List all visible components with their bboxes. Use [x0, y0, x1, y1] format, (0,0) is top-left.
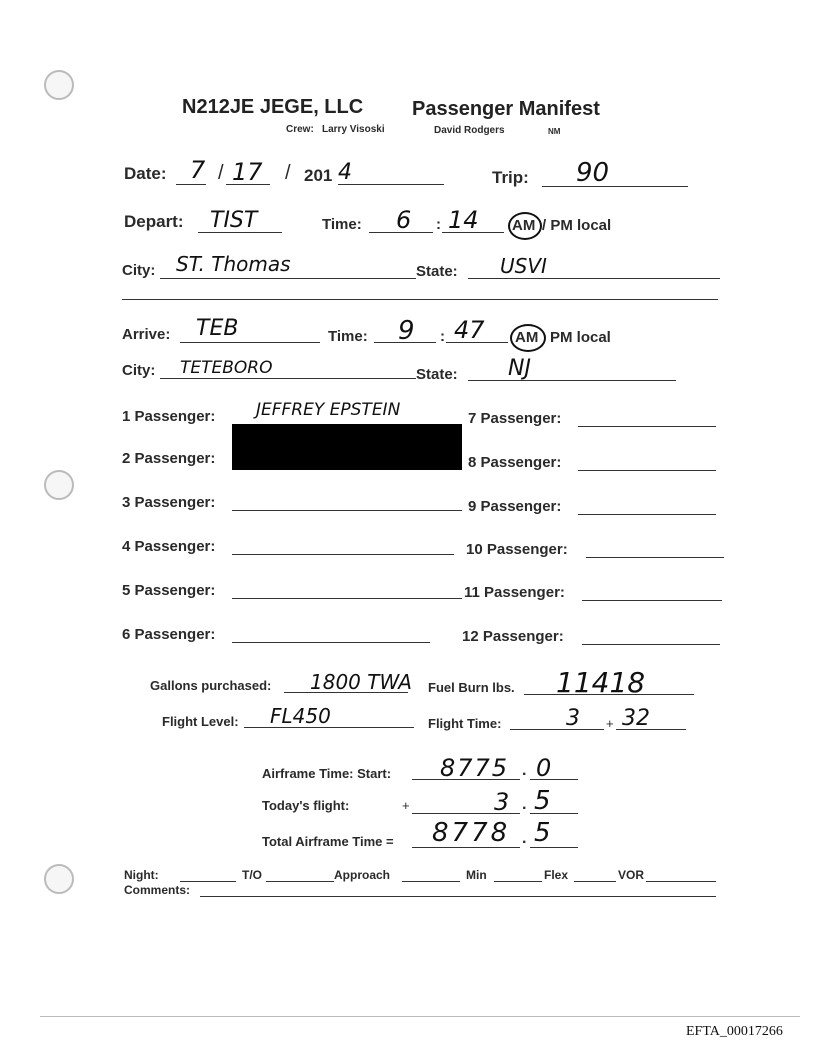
- night-label: Night:: [124, 868, 159, 882]
- passenger-3-line: [232, 510, 462, 511]
- min-label: Min: [466, 868, 487, 882]
- passenger-6-line: [232, 642, 430, 643]
- flight-level-value: FL450: [270, 704, 331, 728]
- comments-label: Comments:: [124, 883, 191, 897]
- passenger-2-redaction: [232, 424, 462, 470]
- date-label: Date:: [124, 164, 167, 183]
- todays-flight-tenth: 5: [534, 786, 551, 816]
- manifest-title: Passenger Manifest: [412, 98, 600, 120]
- night-line: [180, 881, 236, 882]
- passenger-8-line: [578, 470, 716, 471]
- depart-city-label: City:: [122, 262, 156, 279]
- min-line: [494, 881, 542, 882]
- depart-hour: 6: [396, 206, 412, 234]
- binder-hole-bottom: [44, 864, 74, 894]
- date-year-digit: 4: [338, 160, 352, 185]
- flex-label: Flex: [544, 868, 569, 882]
- flight-time-minutes: 32: [622, 706, 650, 731]
- depart-label: Depart:: [124, 212, 184, 231]
- passenger-2-label: 2 Passenger:: [122, 450, 216, 467]
- depart-time-label: Time:: [322, 216, 362, 233]
- passenger-4-label: 4 Passenger:: [122, 538, 216, 555]
- passenger-5-label: 5 Passenger:: [122, 582, 216, 599]
- passenger-12-label: 12 Passenger:: [462, 628, 564, 645]
- passenger-1-label: 1 Passenger:: [122, 408, 216, 425]
- todays-flight-label: Today's flight:: [262, 798, 350, 813]
- total-airframe-whole: 8778: [432, 818, 511, 848]
- passenger-9-line: [578, 514, 716, 515]
- passenger-4-line: [232, 554, 454, 555]
- arrive-line: [180, 342, 320, 343]
- passenger-8-label: 8 Passenger:: [468, 454, 562, 471]
- todays-flight-plus: +: [402, 798, 410, 813]
- crew-member-3: NM: [548, 127, 561, 136]
- arrive-am: AM: [515, 329, 539, 346]
- to-label: T/O: [242, 868, 262, 882]
- arrive-label: Arrive:: [122, 326, 171, 343]
- todays-flight-dot: .: [522, 796, 527, 813]
- passenger-12-line: [582, 644, 720, 645]
- arrive-state: NJ: [508, 356, 531, 381]
- arrive-city-line: [160, 378, 416, 379]
- arrive-pm-local: PM local: [550, 329, 611, 346]
- crew-member-1: Larry Visoski: [322, 124, 385, 135]
- date-year-prefix: 201: [304, 166, 333, 185]
- passenger-7-label: 7 Passenger:: [468, 410, 562, 427]
- to-line: [266, 881, 334, 882]
- passenger-1-name: JEFFREY EPSTEIN: [256, 400, 401, 420]
- total-airframe-dot: .: [522, 830, 527, 847]
- depart-state-line: [468, 278, 720, 279]
- flight-level-label: Flight Level:: [162, 714, 239, 729]
- arrive-minute: 47: [454, 316, 485, 344]
- passenger-6-label: 6 Passenger:: [122, 626, 216, 643]
- passenger-10-line: [586, 557, 724, 558]
- fuel-burn-label: Fuel Burn lbs.: [428, 680, 515, 695]
- date-year-line: [338, 184, 444, 185]
- bates-number: EFTA_00017266: [686, 1024, 783, 1039]
- flight-time-hours-line: [510, 729, 604, 730]
- arrive-state-label: State:: [416, 366, 458, 383]
- depart-airport: TIST: [210, 208, 258, 233]
- depart-minute: 14: [448, 206, 479, 234]
- passenger-3-label: 3 Passenger:: [122, 494, 216, 511]
- passenger-11-label: 11 Passenger:: [464, 584, 565, 601]
- passenger-9-label: 9 Passenger:: [468, 498, 562, 515]
- gallons-value: 1800 TWA: [310, 670, 412, 694]
- trip-line: [542, 186, 688, 187]
- arrive-city: TETEBORO: [180, 358, 273, 378]
- flex-line: [574, 881, 616, 882]
- arrive-state-line: [468, 380, 676, 381]
- airframe-start-label: Airframe Time: Start:: [262, 766, 392, 781]
- arrive-hour: 9: [398, 316, 415, 346]
- crew-member-2: David Rodgers: [434, 125, 505, 136]
- total-airframe-tenth: 5: [534, 818, 551, 848]
- company-title: N212JE JEGE, LLC: [182, 96, 364, 118]
- date-month-line: [176, 184, 206, 185]
- depart-city: ST. Thomas: [176, 252, 291, 276]
- vor-line: [646, 881, 716, 882]
- total-airframe-label: Total Airframe Time =: [262, 834, 394, 849]
- depart-am: AM: [512, 217, 536, 234]
- page-edge-line: [40, 1016, 800, 1017]
- airframe-start-dot: .: [522, 762, 527, 779]
- crew-label: Crew:: [286, 124, 314, 135]
- passenger-10-label: 10 Passenger:: [466, 541, 568, 558]
- date-month: 7: [190, 156, 206, 184]
- comments-line: [200, 896, 716, 897]
- depart-city-line: [160, 278, 416, 279]
- fuel-burn-value: 11418: [556, 666, 646, 699]
- gallons-label: Gallons purchased:: [150, 678, 272, 693]
- passenger-11-line: [582, 600, 722, 601]
- flight-time-hours: 3: [566, 706, 580, 731]
- depart-state-label: State:: [416, 263, 458, 280]
- airframe-start-whole: 8775: [440, 754, 510, 782]
- flight-time-plus: +: [606, 716, 614, 731]
- depart-pm-local: / PM local: [542, 217, 612, 234]
- binder-hole-top: [44, 70, 74, 100]
- approach-label: Approach: [334, 868, 391, 882]
- vor-label: VOR: [618, 868, 645, 882]
- flight-time-label: Flight Time:: [428, 716, 502, 731]
- arrive-city-label: City:: [122, 362, 156, 379]
- trip-label: Trip:: [492, 168, 529, 187]
- depart-extra-line: [122, 299, 718, 300]
- airframe-start-tenth: 0: [536, 754, 552, 782]
- depart-state: USVI: [500, 254, 547, 278]
- arrive-time-label: Time:: [328, 328, 368, 345]
- passenger-7-line: [578, 426, 716, 427]
- trip-number: 90: [576, 158, 610, 188]
- approach-line: [402, 881, 460, 882]
- arrive-airport: TEB: [196, 316, 239, 341]
- date-day: 17: [232, 158, 263, 186]
- binder-hole-middle: [44, 470, 74, 500]
- passenger-5-line: [232, 598, 462, 599]
- todays-flight-whole: 3: [494, 788, 510, 816]
